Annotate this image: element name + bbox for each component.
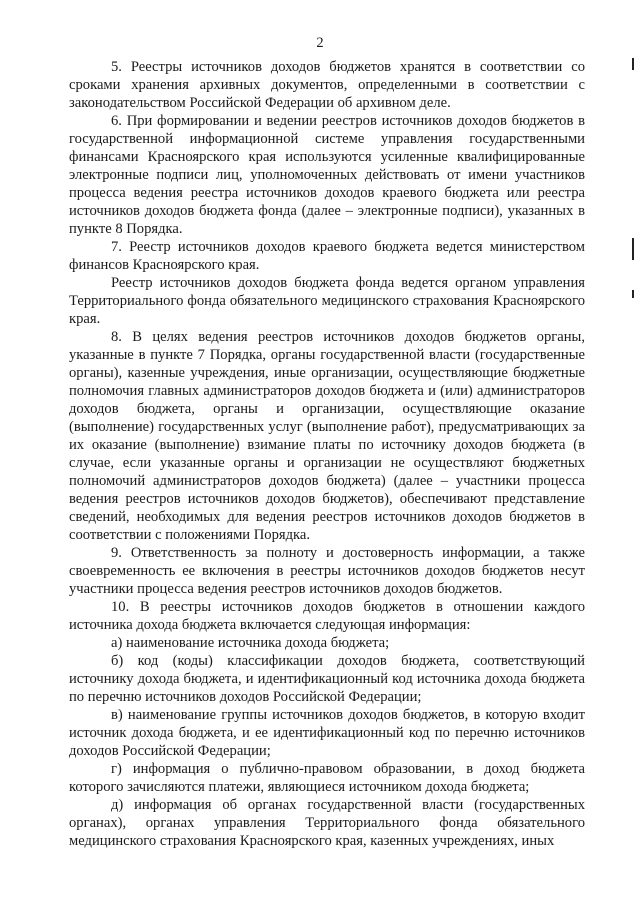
scan-edge-mark [632,58,634,70]
paragraph-7-fund: Реестр источников доходов бюджета фонда ведется органом управления Территориального фонда обязательного медицинского страхования Красноярского края. [69,275,585,327]
paragraph-6: 6. При формировании и ведении реестров источников доходов бюджетов в государственной информационной системе управления государственными финансами Красноярского края используются усиленные квалифицированные электронные подписи лиц, уполномоченных действовать от имени участников процесса ведения реестра источников доходов краевого бюджета или реестра источников доходов бюджета фонда (далее – электронные подписи), указанных в пункте 8 Порядка. [69,113,585,237]
list-item-v: в) наименование группы источников доходов бюджетов, в которую входит источник дохода бюджета, и ее идентификационный код по перечню источников доходов Российской Федерации; [69,707,585,759]
list-item-a: а) наименование источника дохода бюджета; [111,635,390,651]
scan-edge-mark [632,290,634,298]
paragraph-7: 7. Реестр источников доходов краевого бюджета ведется министерством финансов Красноярского края. [69,239,585,273]
scan-edge-mark [632,238,634,260]
page-number: 2 [316,35,324,51]
paragraph-10: 10. В реестры источников доходов бюджетов в отношении каждого источника дохода бюджета включается следующая информация: [69,599,585,633]
document-body [69,58,585,850]
paragraph-5: 5. Реестры источников доходов бюджетов хранятся в соответствии со сроками хранения архивных документов, определенными в соответствии с законодательством Российской Федерации об архивном деле. [69,59,585,111]
paragraph-9: 9. Ответственность за полноту и достоверность информации, а также своевременность ее включения в реестры источников доходов бюджетов несут участники процесса ведения реестров источников доходов бюджетов. [69,545,585,597]
list-item-b: б) код (коды) классификации доходов бюджета, соответствующий источнику дохода бюджета, и идентификационный код источника дохода бюджета по перечню источников доходов Российской Федерации; [69,653,585,705]
paragraph-8: 8. В целях ведения реестров источников доходов бюджетов органы, указанные в пункте 7 Порядка, органы государственной власти (государственные органы), казенные учреждения, иные организации, осуществляющие бюджетные полномочия главных администраторов доходов бюджета и (или) администраторов доходов бюджета, органы и организации, осуществляющие оказание (выполнение) государственных услуг (выполнение работ), предусматривающих за их оказание (выполнение) взимание платы по источнику доходов бюджета (в случае, если указанные органы и организации не осуществляют бюджетных полномочий администраторов доходов бюджета) (далее – участники процесса ведения реестров источников доходов бюджетов), обеспечивают представление сведений, необходимых для ведения реестров источников доходов бюджетов в соответствии с положениями Порядка. [69,329,585,543]
list-item-g: г) информация о публично-правовом образовании, в доход бюджета которого зачисляются платежи, являющиеся источником дохода бюджета; [69,761,585,795]
list-item-d: д) информация об органах государственной власти (государственных органах), органах управления Территориального фонда обязательного медицинского страхования Красноярского края, казенных учреждениях, иных [69,797,585,849]
